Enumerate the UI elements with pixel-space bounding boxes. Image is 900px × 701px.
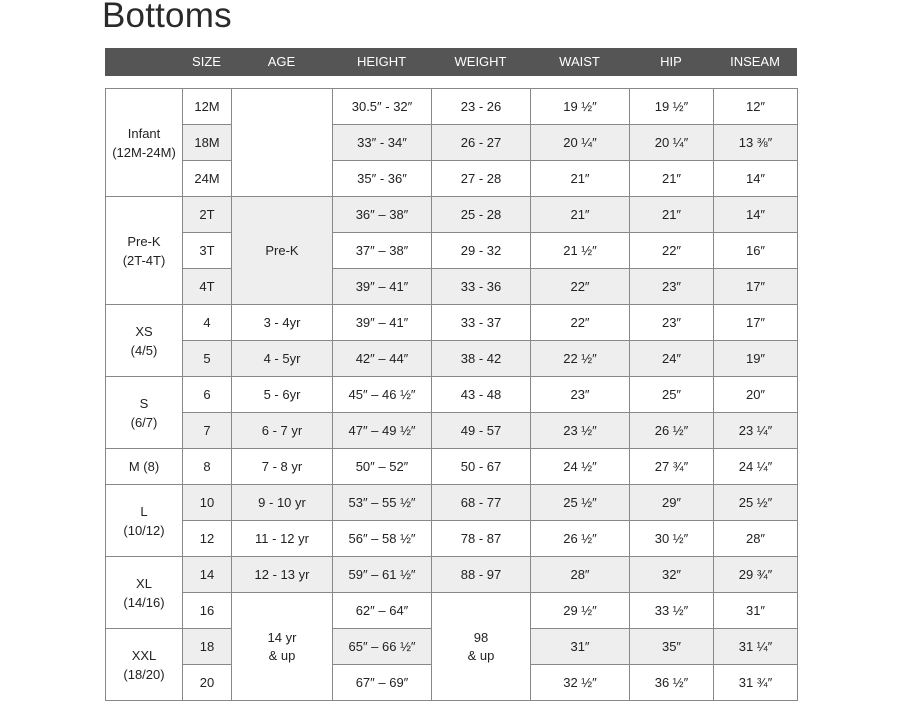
table-row (106, 485, 798, 521)
table-row (106, 449, 798, 485)
waist-cell: 20 ¼″ (531, 125, 630, 161)
size-group-s: S (6/7) (106, 377, 183, 449)
weight-cell: 23 - 26 (432, 89, 531, 125)
waist-cell: 24 ½″ (531, 449, 630, 485)
size-cell: 10 (183, 485, 232, 521)
table-row (106, 341, 798, 377)
inseam-cell: 17″ (714, 269, 798, 305)
hip-cell: 32″ (630, 557, 714, 593)
height-cell: 37″ – 38″ (333, 233, 432, 269)
size-cell: 20 (183, 665, 232, 701)
age-cell: 9 - 10 yr (232, 485, 333, 521)
table-row (106, 197, 798, 233)
hip-cell: 20 ¼″ (630, 125, 714, 161)
waist-cell: 21″ (531, 161, 630, 197)
size-cell: 2T (183, 197, 232, 233)
age-cell: 12 - 13 yr (232, 557, 333, 593)
height-cell: 56″ – 58 ½″ (333, 521, 432, 557)
weight-cell: 49 - 57 (432, 413, 531, 449)
weight-cell-98-up: 98 & up (432, 593, 531, 701)
height-cell: 50″ – 52″ (333, 449, 432, 485)
waist-cell: 29 ½″ (531, 593, 630, 629)
age-cell-empty (232, 89, 333, 197)
waist-cell: 21″ (531, 197, 630, 233)
hip-cell: 36 ½″ (630, 665, 714, 701)
height-cell: 53″ – 55 ½″ (333, 485, 432, 521)
height-cell: 65″ – 66 ½″ (333, 629, 432, 665)
waist-cell: 23 ½″ (531, 413, 630, 449)
height-cell: 39″ – 41″ (333, 269, 432, 305)
height-cell: 59″ – 61 ½″ (333, 557, 432, 593)
size-group-xxl: XXL (18/20) (106, 629, 183, 701)
table-row (106, 377, 798, 413)
waist-cell: 22″ (531, 269, 630, 305)
hip-cell: 21″ (630, 197, 714, 233)
inseam-cell: 13 ⅜″ (714, 125, 798, 161)
weight-cell: 27 - 28 (432, 161, 531, 197)
height-cell: 45″ – 46 ½″ (333, 377, 432, 413)
size-group-xl: XL (14/16) (106, 557, 183, 629)
weight-cell: 68 - 77 (432, 485, 531, 521)
height-cell: 62″ – 64″ (333, 593, 432, 629)
table-row (106, 125, 798, 161)
hip-cell: 19 ½″ (630, 89, 714, 125)
table-row (106, 593, 798, 629)
inseam-cell: 17″ (714, 305, 798, 341)
height-cell: 35″ - 36″ (333, 161, 432, 197)
waist-cell: 26 ½″ (531, 521, 630, 557)
table-row (106, 89, 798, 125)
size-cell: 18 (183, 629, 232, 665)
size-cell: 5 (183, 341, 232, 377)
height-cell: 36″ – 38″ (333, 197, 432, 233)
inseam-cell: 29 ¾″ (714, 557, 798, 593)
size-cell: 4 (183, 305, 232, 341)
size-cell: 12 (183, 521, 232, 557)
size-cell: 14 (183, 557, 232, 593)
page-title: Bottoms (102, 0, 232, 35)
hip-cell: 33 ½″ (630, 593, 714, 629)
inseam-cell: 16″ (714, 233, 798, 269)
size-cell: 24M (183, 161, 232, 197)
waist-cell: 22″ (531, 305, 630, 341)
waist-cell: 21 ½″ (531, 233, 630, 269)
age-cell: 3 - 4yr (232, 305, 333, 341)
size-cell: 7 (183, 413, 232, 449)
weight-cell: 88 - 97 (432, 557, 531, 593)
weight-cell: 25 - 28 (432, 197, 531, 233)
inseam-cell: 12″ (714, 89, 798, 125)
waist-cell: 31″ (531, 629, 630, 665)
size-cell: 3T (183, 233, 232, 269)
age-cell-prek: Pre-K (232, 197, 333, 305)
age-cell-14-up: 14 yr & up (232, 593, 333, 701)
size-group-m: M (8) (106, 449, 183, 485)
weight-cell: 50 - 67 (432, 449, 531, 485)
hip-cell: 24″ (630, 341, 714, 377)
inseam-cell: 24 ¼″ (714, 449, 798, 485)
hip-cell: 23″ (630, 305, 714, 341)
table-row (106, 557, 798, 593)
size-group-prek: Pre-K (2T-4T) (106, 197, 183, 305)
weight-cell: 29 - 32 (432, 233, 531, 269)
hip-cell: 25″ (630, 377, 714, 413)
waist-cell: 22 ½″ (531, 341, 630, 377)
inseam-cell: 31 ¼″ (714, 629, 798, 665)
age-cell: 11 - 12 yr (232, 521, 333, 557)
table-row (106, 161, 798, 197)
age-cell: 6 - 7 yr (232, 413, 333, 449)
size-cell: 8 (183, 449, 232, 485)
waist-cell: 28″ (531, 557, 630, 593)
table-row (106, 233, 798, 269)
hip-cell: 35″ (630, 629, 714, 665)
header-weight: WEIGHT (454, 54, 507, 69)
hip-cell: 29″ (630, 485, 714, 521)
header-hip: HIP (660, 54, 682, 69)
age-cell: 7 - 8 yr (232, 449, 333, 485)
header-waist: WAIST (559, 54, 600, 69)
height-cell: 30.5″ - 32″ (333, 89, 432, 125)
inseam-cell: 19″ (714, 341, 798, 377)
height-cell: 33″ - 34″ (333, 125, 432, 161)
hip-cell: 21″ (630, 161, 714, 197)
size-group-xs: XS (4/5) (106, 305, 183, 377)
table-row (106, 269, 798, 305)
inseam-cell: 25 ½″ (714, 485, 798, 521)
weight-cell: 43 - 48 (432, 377, 531, 413)
height-cell: 47″ – 49 ½″ (333, 413, 432, 449)
header-size: SIZE (192, 54, 221, 69)
waist-cell: 23″ (531, 377, 630, 413)
age-cell: 4 - 5yr (232, 341, 333, 377)
age-cell: 5 - 6yr (232, 377, 333, 413)
size-chart-table (105, 88, 798, 701)
hip-cell: 30 ½″ (630, 521, 714, 557)
waist-cell: 19 ½″ (531, 89, 630, 125)
size-cell: 12M (183, 89, 232, 125)
inseam-cell: 28″ (714, 521, 798, 557)
size-group-l: L (10/12) (106, 485, 183, 557)
inseam-cell: 23 ¼″ (714, 413, 798, 449)
weight-cell: 26 - 27 (432, 125, 531, 161)
inseam-cell: 20″ (714, 377, 798, 413)
header-age: AGE (267, 54, 296, 69)
weight-cell: 33 - 36 (432, 269, 531, 305)
size-cell: 16 (183, 593, 232, 629)
weight-cell: 33 - 37 (432, 305, 531, 341)
inseam-cell: 31 ¾″ (714, 665, 798, 701)
height-cell: 42″ – 44″ (333, 341, 432, 377)
inseam-cell: 31″ (714, 593, 798, 629)
weight-cell: 78 - 87 (432, 521, 531, 557)
table-row (106, 305, 798, 341)
inseam-cell: 14″ (714, 161, 798, 197)
size-cell: 4T (183, 269, 232, 305)
header-inseam: INSEAM (730, 54, 780, 69)
hip-cell: 27 ¾″ (630, 449, 714, 485)
table-row (106, 521, 798, 557)
hip-cell: 26 ½″ (630, 413, 714, 449)
size-group-infant: Infant (12M-24M) (106, 89, 183, 197)
waist-cell: 25 ½″ (531, 485, 630, 521)
size-cell: 6 (183, 377, 232, 413)
hip-cell: 22″ (630, 233, 714, 269)
waist-cell: 32 ½″ (531, 665, 630, 701)
hip-cell: 23″ (630, 269, 714, 305)
table-row (106, 413, 798, 449)
weight-cell: 38 - 42 (432, 341, 531, 377)
inseam-cell: 14″ (714, 197, 798, 233)
header-height: HEIGHT (356, 54, 407, 69)
height-cell: 39″ – 41″ (333, 305, 432, 341)
height-cell: 67″ – 69″ (333, 665, 432, 701)
size-cell: 18M (183, 125, 232, 161)
table-header-bar (105, 48, 797, 76)
